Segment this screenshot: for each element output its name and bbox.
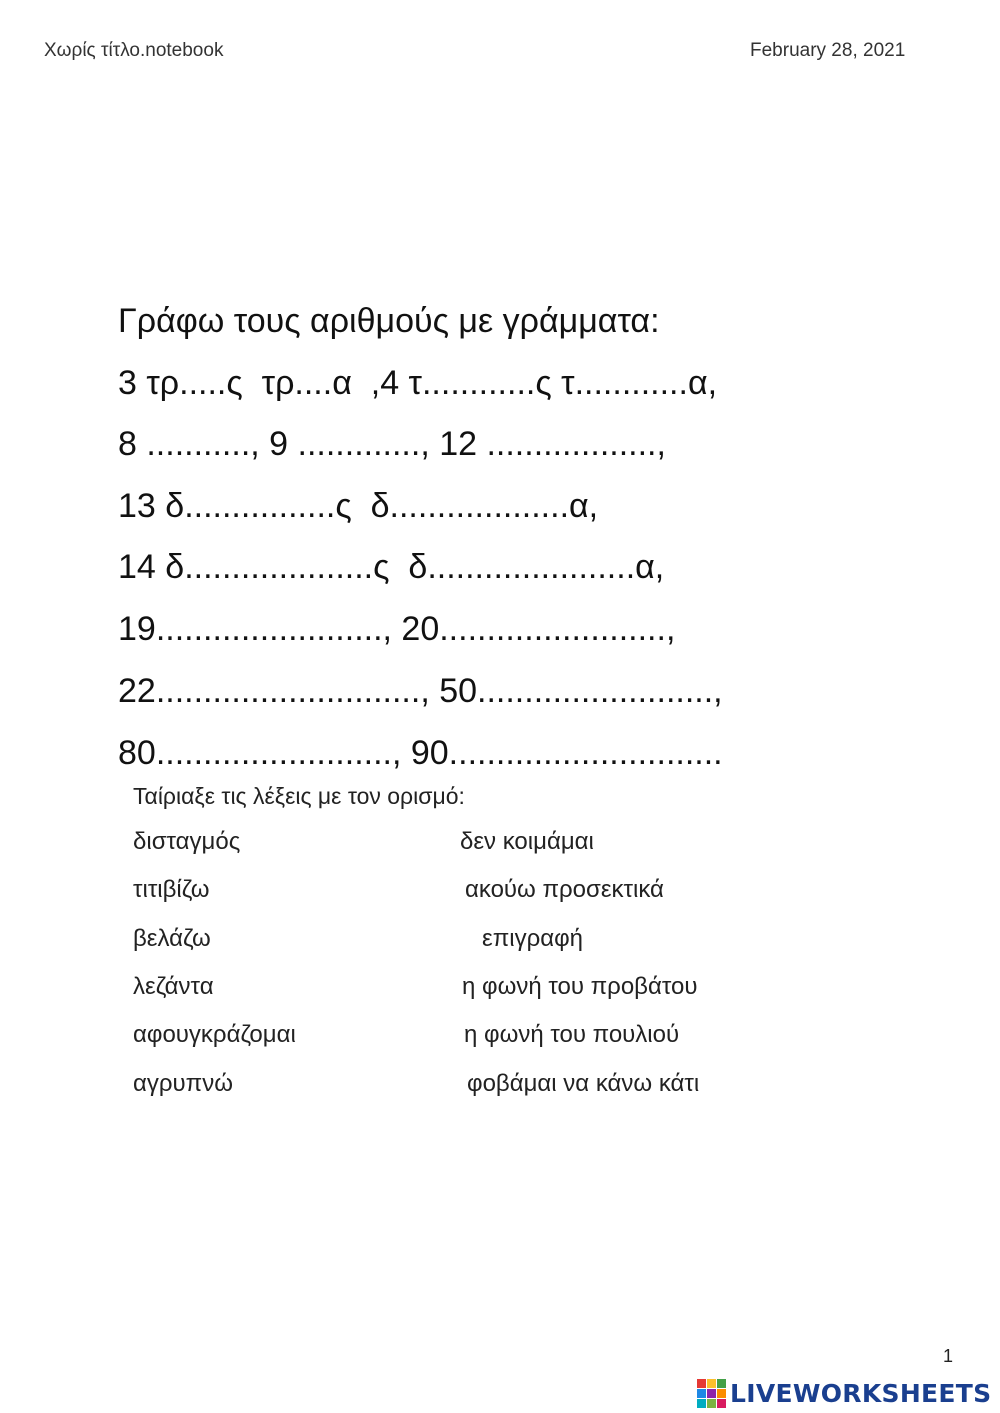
match-definition: φοβάμαι να κάνω κάτι: [467, 1070, 700, 1097]
match-row: [0, 925, 1000, 957]
numbers-line-6: 22............................, 50.........................,: [118, 672, 723, 710]
page-number: 1: [943, 1346, 954, 1366]
match-definition: η φωνή του προβάτου: [462, 973, 698, 1000]
match-word: λεζάντα: [133, 973, 214, 1000]
brand-name: LIVEWORKSHEETS: [730, 1378, 992, 1408]
logo-square: [697, 1389, 706, 1398]
logo-square: [697, 1379, 706, 1388]
liveworksheets-brand[interactable]: [697, 1378, 991, 1408]
match-word: τιτιβίζω: [133, 876, 210, 903]
header-file-name: Χωρίς τίτλο.notebook: [44, 40, 224, 61]
match-row: [0, 1021, 1000, 1053]
match-definition: η φωνή του πουλιού: [464, 1021, 680, 1048]
match-row: [0, 973, 1000, 1005]
numbers-line-2: 8 ..........., 9 ............., 12 ..................,: [118, 425, 666, 463]
numbers-line-1: 3 τρ.....ς τρ....α ,4 τ............ς τ............α,: [118, 364, 718, 402]
match-word: αφουγκράζομαι: [133, 1021, 296, 1048]
liveworksheets-logo-icon: [697, 1379, 726, 1408]
match-definition: ακούω προσεκτικά: [465, 876, 664, 903]
numbers-line-5: 19........................, 20........................,: [118, 610, 676, 648]
match-row: [0, 876, 1000, 908]
matching-exercise-title: Ταίριαξε τις λέξεις με τον ορισμό:: [133, 783, 465, 809]
match-definition: δεν κοιμάμαι: [460, 828, 594, 855]
match-definition: επιγραφή: [482, 925, 584, 952]
logo-square: [717, 1399, 726, 1408]
header-date: February 28, 2021: [750, 40, 906, 61]
match-word: βελάζω: [133, 925, 211, 952]
match-word: αγρυπνώ: [133, 1070, 233, 1097]
match-row: [0, 828, 1000, 860]
logo-square: [697, 1399, 706, 1408]
numbers-line-4: 14 δ....................ς δ......................α,: [118, 548, 665, 586]
logo-square: [707, 1389, 716, 1398]
numbers-exercise-title: Γράφω τους αριθμούς με γράμματα:: [118, 302, 660, 340]
numbers-line-3: 13 δ................ς δ...................α,: [118, 487, 599, 525]
numbers-line-7: 80........................., 90.............................: [118, 734, 723, 772]
logo-square: [707, 1399, 716, 1408]
logo-square: [717, 1389, 726, 1398]
match-word: δισταγμός: [133, 828, 241, 855]
match-row: [0, 1070, 1000, 1102]
logo-square: [717, 1379, 726, 1388]
logo-square: [707, 1379, 716, 1388]
